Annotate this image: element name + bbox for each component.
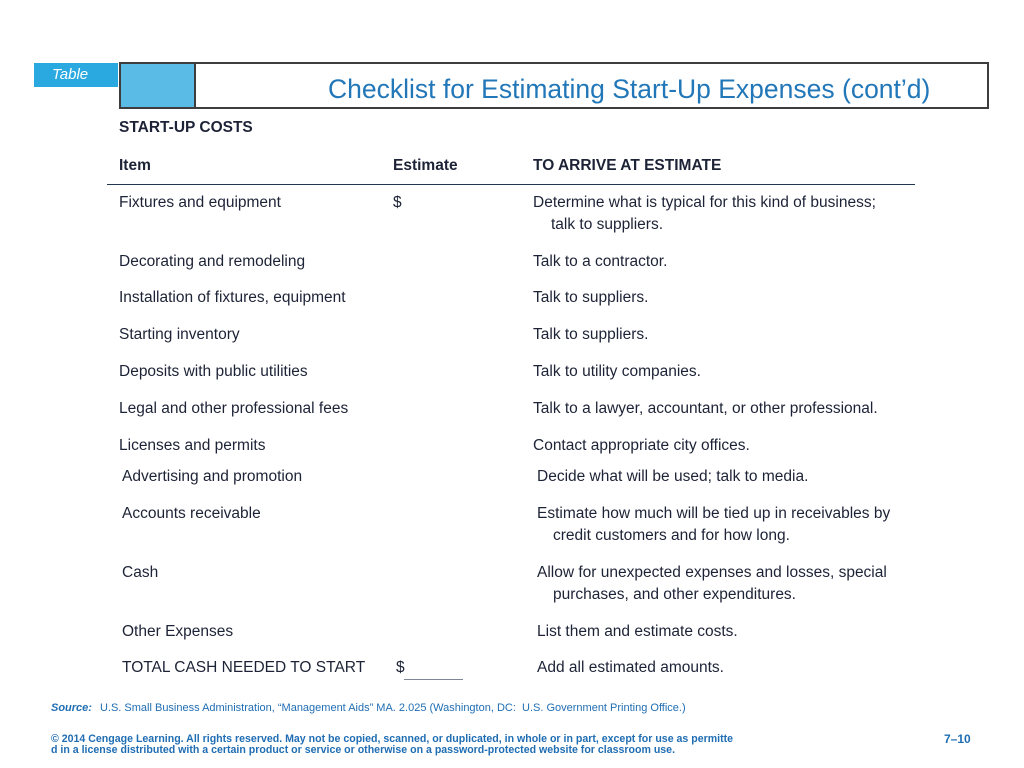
method-cell xyxy=(533,251,667,273)
table-row-total xyxy=(0,657,1024,679)
copyright-line: © 2014 Cengage Learning. All rights reserved. May not be copied, scanned, or duplicated, in whole or in part, except for use as permitte xyxy=(51,733,734,745)
column-header-item: Item xyxy=(119,157,151,174)
table-row xyxy=(0,251,1024,273)
method-line: Talk to utility companies. xyxy=(533,363,701,380)
table-row xyxy=(0,287,1024,309)
method-line: Allow for unexpected expenses and losses, special xyxy=(537,564,887,581)
method-line: Add all estimated amounts. xyxy=(537,659,724,676)
method-line: Talk to suppliers. xyxy=(533,289,649,306)
table-row xyxy=(0,361,1024,383)
source-note xyxy=(51,702,686,715)
method-cell xyxy=(533,435,750,457)
method-line: Talk to a contractor. xyxy=(533,253,668,270)
method-cell xyxy=(533,398,878,420)
title-color-square xyxy=(121,64,196,107)
table-row xyxy=(0,192,1024,233)
method-cell xyxy=(533,324,648,346)
method-line-continued: talk to suppliers. xyxy=(551,216,663,233)
item-cell: Cash xyxy=(122,564,159,581)
item-cell: Advertising and promotion xyxy=(122,468,303,485)
item-cell: Licenses and permits xyxy=(119,437,266,454)
method-cell xyxy=(533,361,701,383)
estimate-cell: $ xyxy=(393,194,402,211)
table-row xyxy=(0,466,1024,488)
method-cell xyxy=(537,503,890,547)
item-cell: Fixtures and equipment xyxy=(119,194,281,211)
table-row xyxy=(0,562,1024,603)
item-cell: Legal and other professional fees xyxy=(119,400,349,417)
method-line: Talk to suppliers. xyxy=(533,326,649,343)
method-cell xyxy=(537,621,738,643)
method-cell xyxy=(533,287,648,309)
copyright-notice xyxy=(51,734,733,756)
item-cell: Starting inventory xyxy=(119,326,240,343)
method-cell xyxy=(533,192,876,236)
table-row xyxy=(0,398,1024,420)
section-heading: START-UP COSTS xyxy=(119,119,253,136)
table-row xyxy=(0,621,1024,643)
method-cell xyxy=(537,657,724,679)
item-cell: Other Expenses xyxy=(122,623,234,640)
source-citation: U.S. Small Business Administration, “Management Aids” MA. 2.025 (Washington, DC: U.S. Government Printing Office.) xyxy=(99,702,686,714)
copyright-line: d in a license distributed with a certain product or service or otherwise on a password-protected website for classroom use. xyxy=(51,744,676,756)
table-row xyxy=(0,435,1024,457)
slide-number: 7–10 xyxy=(944,732,971,746)
item-cell: TOTAL CASH NEEDED TO START xyxy=(122,659,366,676)
method-line: List them and estimate costs. xyxy=(537,623,738,640)
table-tab-label: Table xyxy=(34,63,118,87)
method-line-continued: credit customers and for how long. xyxy=(553,527,790,544)
header-divider xyxy=(107,184,915,185)
table-row xyxy=(0,503,1024,544)
method-line: Decide what will be used; talk to media. xyxy=(537,468,809,485)
table-row xyxy=(0,324,1024,346)
item-cell: Decorating and remodeling xyxy=(119,253,306,270)
item-cell: Installation of fixtures, equipment xyxy=(119,289,346,306)
method-line: Contact appropriate city offices. xyxy=(533,437,750,454)
column-header-estimate: Estimate xyxy=(393,157,458,174)
method-line: Determine what is typical for this kind of business; xyxy=(533,194,876,211)
method-cell xyxy=(537,466,808,488)
source-label: Source: xyxy=(51,702,92,714)
method-line: Talk to a lawyer, accountant, or other professional. xyxy=(533,400,878,417)
estimate-cell: $ xyxy=(396,659,405,676)
item-cell: Accounts receivable xyxy=(122,505,261,522)
item-cell: Deposits with public utilities xyxy=(119,363,308,380)
title-frame xyxy=(119,62,989,109)
method-cell xyxy=(537,562,887,606)
estimate-blank-line xyxy=(404,679,463,680)
slide-title: Checklist for Estimating Start-Up Expenses (cont’d) xyxy=(328,74,931,104)
column-header-method: TO ARRIVE AT ESTIMATE xyxy=(533,157,722,174)
method-line-continued: purchases, and other expenditures. xyxy=(553,586,796,603)
method-line: Estimate how much will be tied up in receivables by xyxy=(537,505,891,522)
